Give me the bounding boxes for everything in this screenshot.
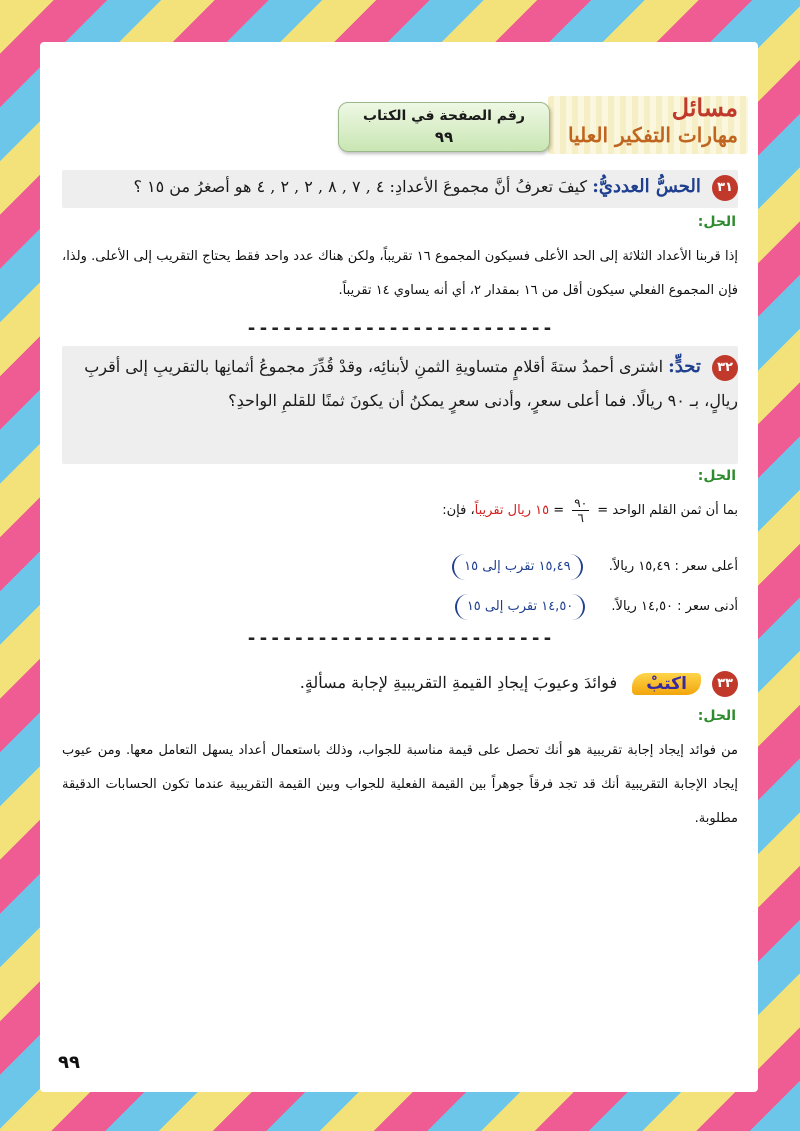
page-sheet xyxy=(40,42,758,1092)
fraction xyxy=(572,496,589,525)
answer-highlight: ١٥ ريال تقريباً xyxy=(474,503,550,518)
question-31 xyxy=(62,170,738,208)
question-33 xyxy=(62,666,738,704)
min-price: أدنى سعر : ١٤,٥٠ ريالاً. xyxy=(611,599,738,614)
section-header xyxy=(568,94,738,148)
solution-label: الحل: xyxy=(697,708,736,724)
solution-label: الحل: xyxy=(697,214,736,230)
max-price: أعلى سعر : ١٥,٤٩ ريالاً. xyxy=(608,559,738,574)
answer-32-max xyxy=(62,550,738,584)
question-32 xyxy=(62,346,738,464)
question-text: فوائدَ وعيوبَ إيجادِ القيمةِ التقريبيةِ لإجابة مسألةٍ. xyxy=(299,673,618,692)
equals-sign: = xyxy=(553,503,565,518)
section-subtitle: مهارات التفكير العليا xyxy=(568,123,738,147)
book-page-number: ٩٩ xyxy=(434,128,454,146)
page-number: ٩٩ xyxy=(58,1052,80,1073)
answer-31: إذا قربنا الأعداد الثلاثة إلى الحد الأعلى فسيكون المجموع ١٦ تقريباً، ولكن هناك عدد واحد فقط يحتاج التقريب إلى الأعلى. ولذا، فإن المجموع الفعلي سيكون أقل من ١٦ بمقدار ٢، أي أنه يساوي ١٤ تقريباً. xyxy=(62,249,738,298)
question-number-badge: ٣١ xyxy=(712,175,738,201)
question-text: اشترى أحمدُ ستةَ أقلامٍ متساويةِ الثمنِ لأبنائِه، وقدْ قُدِّرَ مجموعُ أثمانِها بالتقريبِ إلى أقربِ ريالٍ، بـ ٩٠ ريالًا. فما أعلى سعرٍ، وأدنى سعرٍ يمكنُ أن يكونَ ثمنًا للقلمِ الواحدِ؟ xyxy=(84,357,738,410)
question-tag: الحسُّ العدديُّ: xyxy=(592,176,701,197)
question-tag: تحدٍّ: xyxy=(668,356,701,377)
answer-32-line1 xyxy=(62,494,738,528)
answer-33: من فوائد إيجاد إجابة تقريبية هو أنك تحصل على قيمة مناسبة للجواب، وذلك باستعمال أعداد يسهل التعامل معها. ومن عيوب إيجاد الإجابة التقريبية أنك قد تجد فرقاً جوهراً بين القيمة الفعلية للجواب وبين القيمة التقريبية عندما تكون الحسابات الدقيقة مطلوبة. xyxy=(62,743,738,826)
answer-32-min xyxy=(62,590,738,624)
fraction-numerator: ٩٠ xyxy=(574,496,588,510)
separator-line: -------------------------- xyxy=(246,628,554,649)
write-tag: اكتبْ xyxy=(632,673,701,695)
answer-text: بما أن ثمن القلم الواحد = xyxy=(597,503,738,518)
question-number-badge: ٣٣ xyxy=(712,671,738,697)
separator-line: -------------------------- xyxy=(246,318,554,339)
answer-text: ، فإن: xyxy=(442,503,475,518)
question-text: كيفَ تعرفُ أنَّ مجموعَ الأعدادِ: ٤ , ٧ , ٨ , ٢ , ٢ , ٤ هو أصغرُ من ١٥ ؟ xyxy=(133,177,588,196)
book-page-label: رقم الصفحة في الكتاب xyxy=(363,108,525,124)
section-title: مسائل xyxy=(671,93,738,122)
rounding-note: ١٥,٤٩ تقرب إلى ١٥ xyxy=(452,554,582,580)
solution-label: الحل: xyxy=(697,468,736,484)
fraction-denominator: ٦ xyxy=(577,511,584,525)
book-page-box xyxy=(338,102,550,152)
question-number-badge: ٣٢ xyxy=(712,355,738,381)
rounding-note: ١٤,٥٠ تقرب إلى ١٥ xyxy=(455,594,585,620)
